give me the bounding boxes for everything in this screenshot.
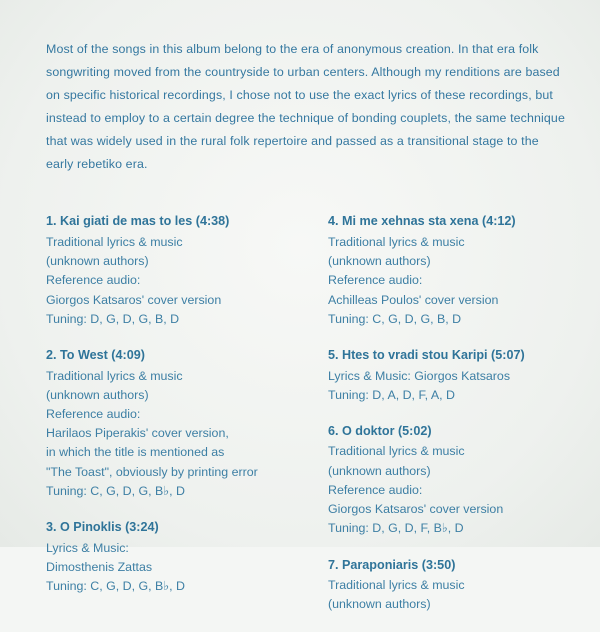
track-title: 2. To West (4:09) xyxy=(46,347,145,362)
track-detail: Dimosthenis Zattas xyxy=(46,559,153,574)
track-entry xyxy=(328,212,566,329)
track-entry xyxy=(328,346,566,405)
track-detail: (unknown authors) xyxy=(328,463,431,478)
track-detail: Traditional lyrics & music xyxy=(46,234,183,249)
track-title: 1. Kai giati de mas to les (4:38) xyxy=(46,214,230,229)
track-detail: Traditional lyrics & music xyxy=(328,444,465,459)
track-title: 7. Paraponiaris (3:50) xyxy=(328,557,456,572)
tracklist-columns xyxy=(46,212,566,631)
track-detail: Giorgos Katsaros' cover version xyxy=(46,292,222,307)
track-detail: Reference audio: xyxy=(328,273,423,288)
track-detail: Traditional lyrics & music xyxy=(328,234,465,249)
intro-paragraph: Most of the songs in this album belong to the era of anonymous creation. In that era folk songwriting moved from the countryside to urban centers. Although my renditions are based on specific historical recordings, I chose not to use the exact lyrics of these recordings, but instead to employ to a certain degree the technique of bonding couplets, the same technique that was widely used in the rural folk repertoire and passed as a transitional stage to the early rebetiko era. xyxy=(46,42,565,172)
track-detail: Reference audio: xyxy=(328,482,423,497)
track-detail: Tuning: C, G, D, G, B♭, D xyxy=(46,578,185,593)
track-detail: Tuning: D, A, D, F, A, D xyxy=(328,387,455,402)
track-title: 4. Mi me xehnas sta xena (4:12) xyxy=(328,214,516,229)
track-detail: Lyrics & Music: xyxy=(46,540,129,555)
track-detail: in which the title is mentioned as xyxy=(46,445,225,460)
track-detail: Harilaos Piperakis' cover version, xyxy=(46,426,229,441)
track-detail: Tuning: C, G, D, G, B, D xyxy=(328,311,462,326)
track-detail: Reference audio: xyxy=(46,273,141,288)
track-detail: Achilleas Poulos' cover version xyxy=(328,292,499,307)
track-entry xyxy=(46,212,284,329)
track-detail: (unknown authors) xyxy=(46,254,149,269)
track-detail: Lyrics & Music: Giorgos Katsaros xyxy=(328,368,511,383)
track-detail: Reference audio: xyxy=(46,406,141,421)
track-title: 3. O Pinoklis (3:24) xyxy=(46,520,159,535)
tracklist-column-left xyxy=(46,212,284,631)
track-detail: Traditional lyrics & music xyxy=(328,578,465,593)
track-detail: Giorgos Katsaros' cover version xyxy=(328,502,504,517)
track-entry xyxy=(328,556,566,615)
track-entry xyxy=(46,518,284,596)
track-detail: (unknown authors) xyxy=(328,254,431,269)
tracklist-column-right xyxy=(328,212,566,631)
track-detail: Tuning: D, G, D, G, B, D xyxy=(46,311,180,326)
track-title: 5. Htes to vradi stou Karipi (5:07) xyxy=(328,347,525,362)
track-entry xyxy=(46,346,284,501)
track-title: 6. O doktor (5:02) xyxy=(328,423,432,438)
track-detail: (unknown authors) xyxy=(328,597,431,612)
track-detail: Tuning: D, G, D, F, B♭, D xyxy=(328,521,464,536)
track-detail: Tuning: C, G, D, G, B♭, D xyxy=(46,483,185,498)
track-entry xyxy=(328,422,566,539)
track-detail: (unknown authors) xyxy=(46,387,149,402)
track-detail: "The Toast", obviously by printing error xyxy=(46,464,258,479)
track-detail: Traditional lyrics & music xyxy=(46,368,183,383)
